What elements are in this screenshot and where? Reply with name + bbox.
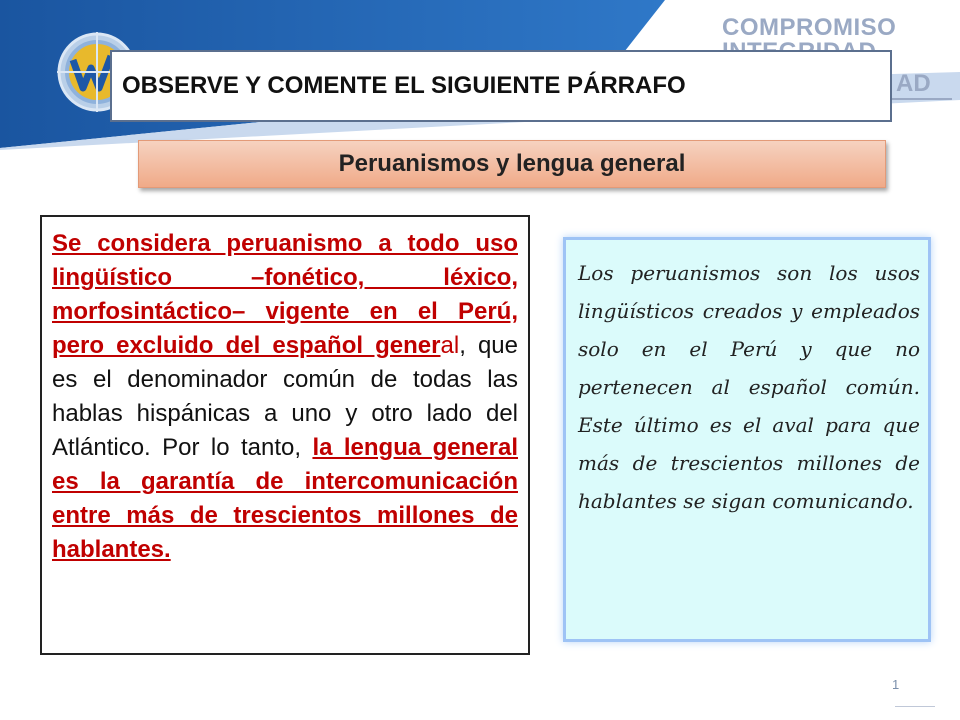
- slide-title-box: [110, 50, 892, 122]
- subtitle-banner: [138, 140, 886, 188]
- brand-text-line1: COMPROMISO: [722, 14, 897, 41]
- summary-paragraph-box: [563, 237, 931, 642]
- page-number-rule: [895, 706, 935, 707]
- brand-text-line2: [722, 38, 876, 50]
- subtitle-text: Peruanismos y lengua general: [338, 150, 686, 177]
- summary-paragraph: Los peruanismos son los usos lingüísticos creados y empleados solo en el Perú y que no pertenecen al español común. Este último es el aval para que más de trescientos millones de hablantes se sigan comunicando.: [578, 261, 920, 513]
- page-number: 1: [892, 677, 900, 692]
- definition-paragraph-box: [40, 215, 530, 655]
- emphasis-conclusion: la lengua general es la garantía de intercomunicación entre más de trescientos millones de hablantes.: [52, 434, 518, 563]
- slide-title: OBSERVE Y COMENTE EL SIGUIENTE PÁRRAFO: [122, 72, 686, 99]
- emphasis-tail: al: [440, 332, 460, 359]
- plain-text: , que es el denominador común de todas las hablas hispánicas a uno y otro lado del Atlántico. Por lo tanto,: [52, 332, 518, 461]
- emphasis-definition: Se considera peruanismo a todo uso lingüístico –fonético, léxico, morfosintáctico– vigente en el Perú, pero excluido del español gener: [52, 230, 518, 359]
- definition-paragraph: [52, 227, 518, 567]
- brand-text-line3: AD: [896, 70, 931, 97]
